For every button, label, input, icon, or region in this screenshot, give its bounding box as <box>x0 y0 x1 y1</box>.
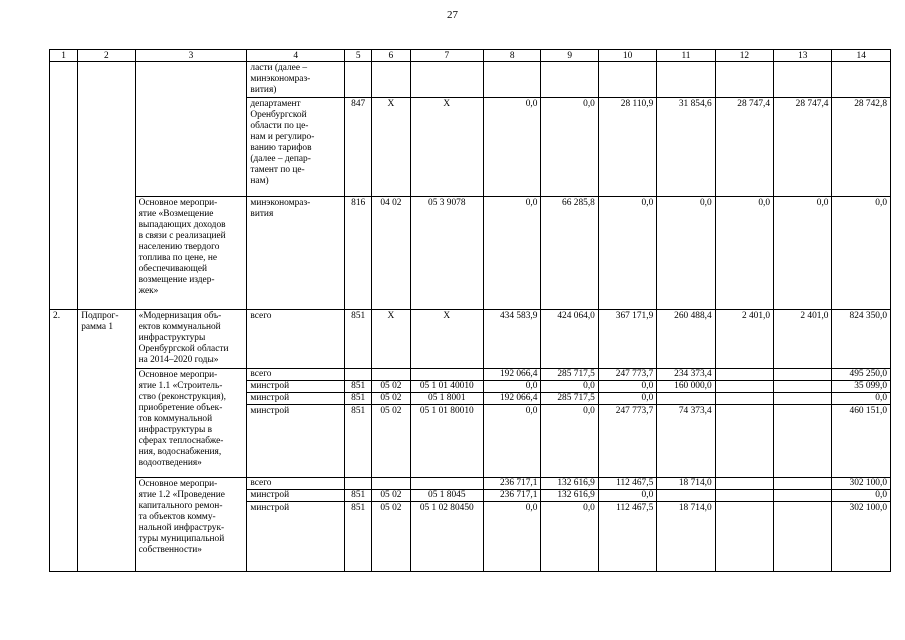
value-cell: 285 717,5 <box>541 369 598 381</box>
value-cell: 234 373,4 <box>657 369 715 381</box>
ministry-code: 851 <box>345 381 372 393</box>
row-number-cell <box>50 62 78 310</box>
section-code: 04 02 <box>372 197 410 310</box>
value-cell <box>657 393 715 405</box>
value-cell: 247 773,7 <box>598 405 656 478</box>
value-cell <box>774 381 832 393</box>
target-code: 05 1 01 80010 <box>410 405 484 478</box>
value-cell: 112 467,5 <box>598 478 656 490</box>
executor-cell: минстрой <box>247 405 345 478</box>
data-cell <box>484 62 541 98</box>
table-row <box>50 62 891 98</box>
activity-cell: «Модернизация объ- ектов коммунальной инфраструктуры Оренбургской области на 2014–2020 годы» <box>135 310 247 369</box>
value-cell <box>715 393 773 405</box>
value-cell: 236 717,1 <box>484 490 541 502</box>
section-code: 05 02 <box>372 393 410 405</box>
target-code <box>410 369 484 381</box>
target-code: 05 1 8001 <box>410 393 484 405</box>
executor-cell: департамент Оренбургской области по це- нам и регулиро- ванию тарифов (далее – депар- тамент по це- нам) <box>247 98 345 197</box>
value-cell: 0,0 <box>484 502 541 572</box>
header-cell: 14 <box>832 50 891 62</box>
value-cell <box>774 478 832 490</box>
executor-cell: минэкономраз- вития <box>247 197 345 310</box>
value-cell: 0,0 <box>715 197 773 310</box>
value-cell: 824 350,0 <box>832 310 891 369</box>
value-cell: 192 066,4 <box>484 369 541 381</box>
header-cell: 8 <box>484 50 541 62</box>
value-cell: 160 000,0 <box>657 381 715 393</box>
header-cell: 6 <box>372 50 410 62</box>
value-cell <box>715 405 773 478</box>
section-code <box>372 478 410 490</box>
value-cell: 2 401,0 <box>774 310 832 369</box>
target-code: 05 1 02 80450 <box>410 502 484 572</box>
executor-cell: всего <box>247 310 345 369</box>
table-row <box>50 197 891 310</box>
section-code: X <box>372 310 410 369</box>
ministry-code: 851 <box>345 310 372 369</box>
target-code: X <box>410 310 484 369</box>
value-cell <box>715 369 773 381</box>
value-cell <box>774 369 832 381</box>
value-cell: 132 616,9 <box>541 478 598 490</box>
ministry-code <box>345 478 372 490</box>
section-code <box>372 369 410 381</box>
value-cell: 0,0 <box>598 490 656 502</box>
data-cell <box>410 62 484 98</box>
executor-cell: минстрой <box>247 490 345 502</box>
value-cell: 495 250,0 <box>832 369 891 381</box>
value-cell: 192 066,4 <box>484 393 541 405</box>
header-cell: 1 <box>50 50 78 62</box>
value-cell: 302 100,0 <box>832 502 891 572</box>
value-cell: 0,0 <box>832 490 891 502</box>
value-cell: 0,0 <box>598 381 656 393</box>
ministry-code: 847 <box>345 98 372 197</box>
data-cell <box>657 62 715 98</box>
value-cell: 2 401,0 <box>715 310 773 369</box>
value-cell <box>774 490 832 502</box>
value-cell: 35 099,0 <box>832 381 891 393</box>
program-cell <box>78 62 135 310</box>
value-cell: 285 717,5 <box>541 393 598 405</box>
value-cell: 28 747,4 <box>715 98 773 197</box>
header-cell: 4 <box>247 50 345 62</box>
ministry-code: 851 <box>345 393 372 405</box>
value-cell: 0,0 <box>484 381 541 393</box>
value-cell: 0,0 <box>541 98 598 197</box>
header-cell: 7 <box>410 50 484 62</box>
ministry-code: 851 <box>345 502 372 572</box>
section-code: 05 02 <box>372 405 410 478</box>
value-cell: 112 467,5 <box>598 502 656 572</box>
value-cell: 31 854,6 <box>657 98 715 197</box>
value-cell: 0,0 <box>598 393 656 405</box>
ministry-code: 851 <box>345 405 372 478</box>
header-cell: 10 <box>598 50 656 62</box>
value-cell <box>774 502 832 572</box>
value-cell <box>774 405 832 478</box>
value-cell: 0,0 <box>541 502 598 572</box>
value-cell: 0,0 <box>774 197 832 310</box>
value-cell: 0,0 <box>541 381 598 393</box>
value-cell: 367 171,9 <box>598 310 656 369</box>
section-code: 05 02 <box>372 381 410 393</box>
header-cell: 3 <box>135 50 247 62</box>
data-cell <box>372 62 410 98</box>
value-cell <box>715 381 773 393</box>
activity-cell: Основное меропри- ятие 1.2 «Проведение капитального ремон- та объектов комму- нальной инфраструк- туры муниципальной собственности» <box>135 478 247 572</box>
table-row <box>50 478 891 490</box>
activity-cell: Основное меропри- ятие 1.1 «Строитель- ство (реконструкция), приобретение объек- тов коммунальной инфраструктуры в сферах теплоснабже- ния, водоснабжения, водоотведения» <box>135 369 247 478</box>
executor-cell: ласти (далее – минэкономраз- вития) <box>247 62 345 98</box>
executor-cell: минстрой <box>247 502 345 572</box>
page-number: 27 <box>447 9 458 21</box>
value-cell: 18 714,0 <box>657 502 715 572</box>
header-cell: 5 <box>345 50 372 62</box>
header-cell: 9 <box>541 50 598 62</box>
value-cell: 247 773,7 <box>598 369 656 381</box>
value-cell: 424 064,0 <box>541 310 598 369</box>
value-cell <box>774 393 832 405</box>
activity-cell: Основное меропри- ятие «Возмещение выпадающих доходов в связи с реализацией населению твердого топлива по цене, не обеспечивающей возмещение издер- жек» <box>135 197 247 310</box>
data-cell <box>832 62 891 98</box>
data-cell <box>598 62 656 98</box>
value-cell <box>715 478 773 490</box>
data-cell <box>715 62 773 98</box>
header-cell: 12 <box>715 50 773 62</box>
data-cell <box>541 62 598 98</box>
ministry-code: 851 <box>345 490 372 502</box>
executor-cell: всего <box>247 478 345 490</box>
data-cell <box>345 62 372 98</box>
value-cell: 0,0 <box>541 405 598 478</box>
value-cell <box>657 490 715 502</box>
value-cell: 74 373,4 <box>657 405 715 478</box>
value-cell: 0,0 <box>832 393 891 405</box>
executor-cell: всего <box>247 369 345 381</box>
table-row <box>50 369 891 381</box>
value-cell: 132 616,9 <box>541 490 598 502</box>
budget-table <box>49 49 891 572</box>
program-cell: Подпрог- рамма 1 <box>78 310 135 572</box>
value-cell: 434 583,9 <box>484 310 541 369</box>
value-cell: 0,0 <box>832 197 891 310</box>
target-code: X <box>410 98 484 197</box>
value-cell: 66 285,8 <box>541 197 598 310</box>
header-cell: 13 <box>774 50 832 62</box>
value-cell: 302 100,0 <box>832 478 891 490</box>
value-cell: 18 714,0 <box>657 478 715 490</box>
value-cell: 0,0 <box>657 197 715 310</box>
value-cell: 28 742,8 <box>832 98 891 197</box>
target-code <box>410 478 484 490</box>
header-row <box>50 50 891 62</box>
value-cell: 28 110,9 <box>598 98 656 197</box>
table-row <box>50 310 891 369</box>
value-cell: 28 747,4 <box>774 98 832 197</box>
value-cell: 460 151,0 <box>832 405 891 478</box>
executor-cell: минстрой <box>247 381 345 393</box>
ministry-code <box>345 369 372 381</box>
target-code: 05 1 8045 <box>410 490 484 502</box>
value-cell <box>715 490 773 502</box>
executor-cell: минстрой <box>247 393 345 405</box>
value-cell: 236 717,1 <box>484 478 541 490</box>
value-cell: 260 488,4 <box>657 310 715 369</box>
value-cell: 0,0 <box>484 98 541 197</box>
header-cell: 11 <box>657 50 715 62</box>
section-code: 05 02 <box>372 502 410 572</box>
data-cell <box>774 62 832 98</box>
value-cell: 0,0 <box>484 197 541 310</box>
value-cell <box>715 502 773 572</box>
target-code: 05 1 01 40010 <box>410 381 484 393</box>
row-number-cell: 2. <box>50 310 78 572</box>
header-cell: 2 <box>78 50 135 62</box>
target-code: 05 3 9078 <box>410 197 484 310</box>
activity-cell <box>135 62 247 197</box>
section-code: X <box>372 98 410 197</box>
value-cell: 0,0 <box>484 405 541 478</box>
value-cell: 0,0 <box>598 197 656 310</box>
ministry-code: 816 <box>345 197 372 310</box>
section-code: 05 02 <box>372 490 410 502</box>
